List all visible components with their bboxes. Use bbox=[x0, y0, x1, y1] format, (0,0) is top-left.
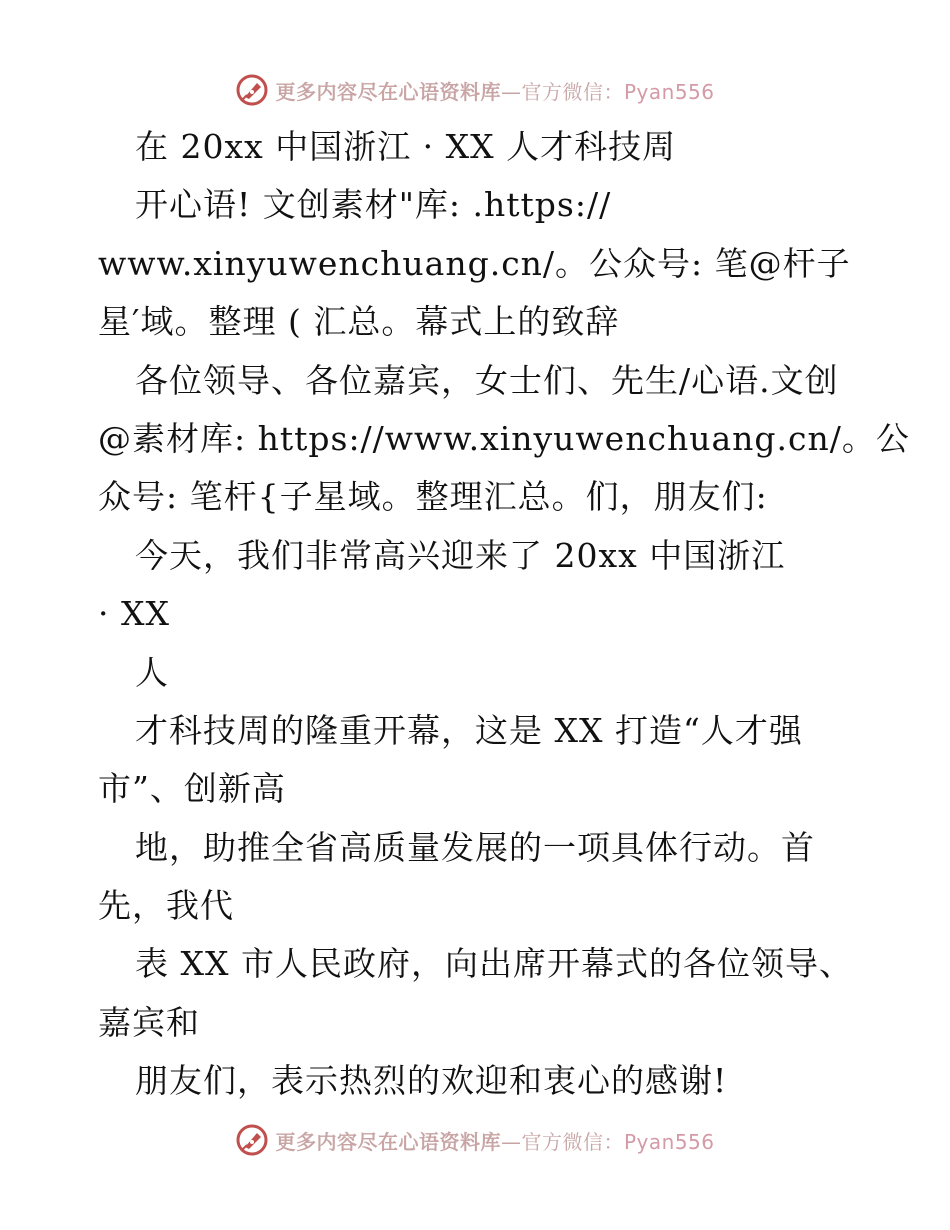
body-line: @素材库: https://www.xinyuwenchuang.cn/。公 bbox=[98, 418, 910, 458]
document-body bbox=[98, 118, 910, 1111]
footer-site-text: 更多内容尽在心语资料库 bbox=[275, 1129, 501, 1154]
header-wechat-id: Pyan556 bbox=[623, 79, 715, 104]
body-line: 在 20xx 中国浙江 · XX 人才科技周 bbox=[135, 127, 677, 166]
footer-wechat-label: 官方微信： bbox=[521, 1129, 624, 1154]
header-site-text: 更多内容尽在心语资料库 bbox=[275, 79, 501, 104]
header-wechat-label: 官方微信： bbox=[521, 79, 624, 104]
header-banner-text bbox=[275, 76, 714, 105]
body-line: 众号: 笔杆{子星域。整理汇总。们，朋友们: bbox=[98, 477, 768, 517]
body-line: 朋友们，表示热烈的欢迎和衷心的感谢! bbox=[135, 1061, 728, 1101]
header-watermark-banner bbox=[0, 70, 950, 110]
pen-nib-logo-icon bbox=[235, 1123, 269, 1157]
body-line: 各位领导、各位嘉宾，女士们、先生/心语.文创 bbox=[135, 360, 839, 400]
body-line: www.xinyuwenchuang.cn/。公众号: 笔@杆子 bbox=[98, 243, 851, 283]
body-line: 地，助推全省高质量发展的一项具体行动。首 bbox=[135, 827, 815, 867]
body-line: 表 XX 市人民政府，向出席开幕式的各位领导、 bbox=[135, 944, 853, 984]
body-line: 嘉宾和 bbox=[98, 1002, 200, 1042]
header-separator: — bbox=[500, 79, 522, 104]
body-line: 开心语! 文创素材"库: .https:// bbox=[135, 185, 612, 225]
footer-separator: — bbox=[500, 1129, 522, 1154]
body-line: 先，我代 bbox=[98, 886, 234, 926]
body-line: 市”、创新高 bbox=[98, 769, 286, 809]
footer-banner-text bbox=[275, 1126, 714, 1155]
footer-wechat-id: Pyan556 bbox=[623, 1129, 715, 1154]
body-line: 今天，我们非常高兴迎来了 20xx 中国浙江 bbox=[135, 535, 786, 575]
footer-watermark-banner bbox=[0, 1120, 950, 1160]
body-line: 星′域。整理 ( 汇总。幕式上的致辞 bbox=[98, 302, 620, 342]
body-line: 才科技周的隆重开幕，这是 XX 打造“人才强 bbox=[135, 710, 803, 750]
body-line: 人 bbox=[135, 652, 169, 692]
pen-nib-logo-icon bbox=[235, 73, 269, 107]
body-line: · XX bbox=[98, 594, 170, 634]
